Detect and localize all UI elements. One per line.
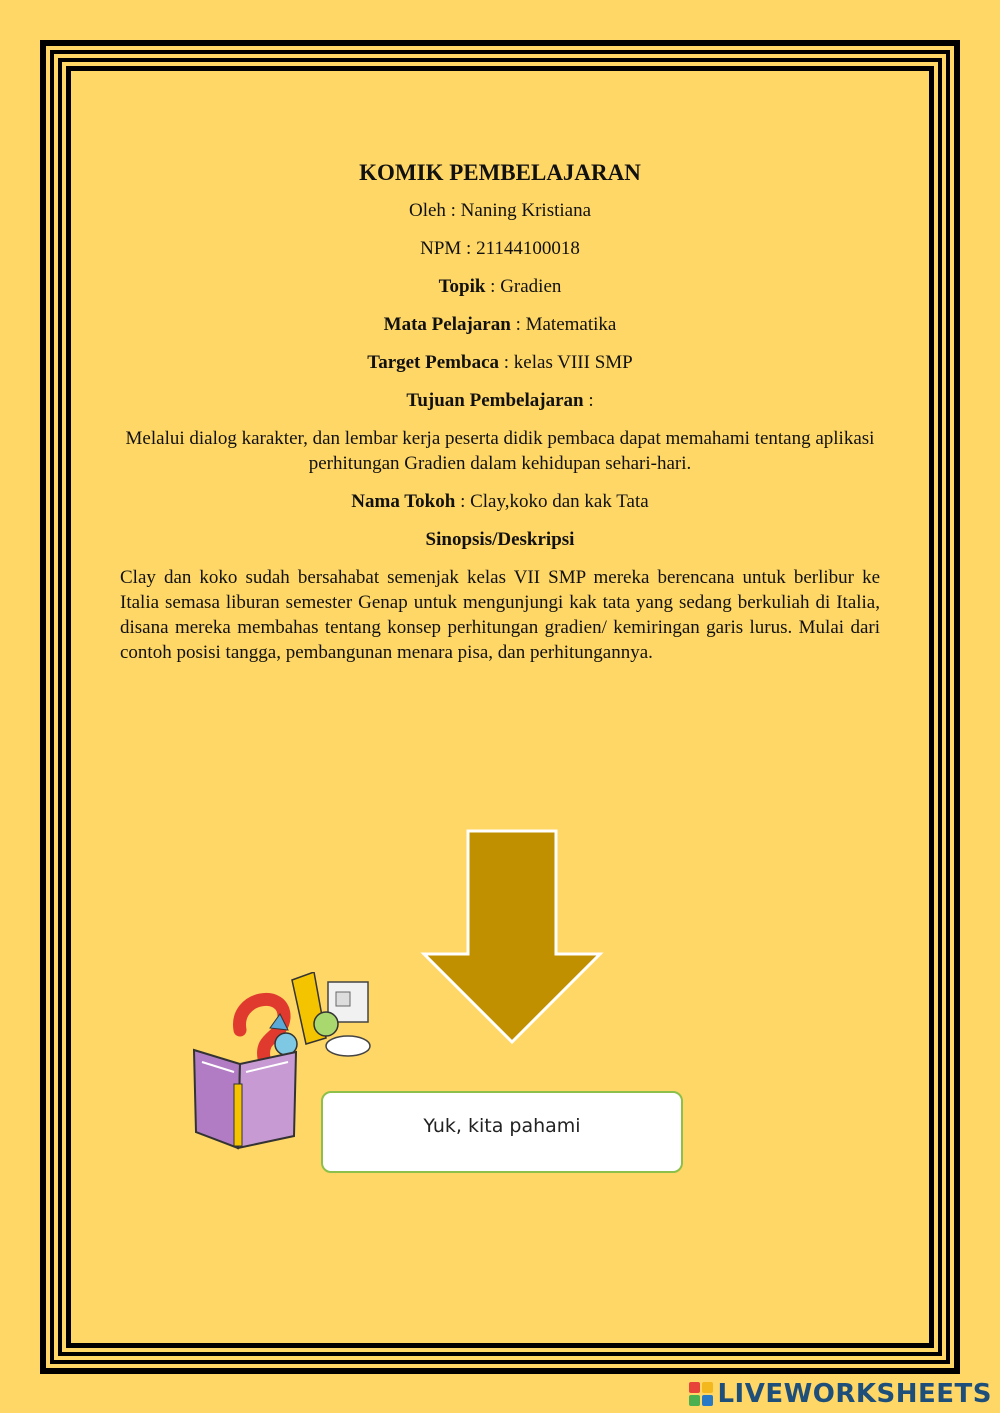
topik-label: Topik [438, 276, 486, 297]
npm-line: NPM : 21144100018 [420, 238, 580, 259]
document-body [120, 160, 880, 665]
speech-bubble [321, 1091, 683, 1173]
nama-tokoh-line [120, 489, 880, 514]
down-arrow-icon [420, 828, 604, 1046]
mata-pelajaran-value: : Matematika [510, 314, 617, 335]
speech-bubble-text: Yuk, kita pahami [423, 1115, 581, 1137]
topik-line [120, 274, 880, 299]
page-title: KOMIK PEMBELAJARAN [359, 160, 641, 185]
mata-pelajaran-label: Mata Pelajaran [383, 314, 511, 335]
sinopsis-text: Clay dan koko sudah bersahabat semenjak kelas VII SMP mereka berencana untuk berlibur ke Italia semasa liburan semester Genap untuk mengunjungi kak tata yang sedang berkuliah di Italia, disana mereka membahas tentang konsep perhitungan gradien/ kemiringan garis lurus. Mulai dari contoh posisi tangga, pembangunan menara pisa, dan perhitungannya. [120, 567, 880, 663]
author-line: Oleh : Naning Kristiana [408, 200, 592, 221]
target-pembaca-line [120, 350, 880, 375]
nama-tokoh-value: : Clay,koko dan kak Tata [455, 491, 649, 512]
tujuan-text: Melalui dialog karakter, dan lembar kerja peserta didik pembaca dapat memahami tentang aplikasi perhitungan Gradien dalam kehidupan sehari-hari. [125, 428, 875, 474]
brand-text: LIVEWORKSHEETS [717, 1379, 992, 1409]
nama-tokoh-label: Nama Tokoh [351, 491, 456, 512]
mata-pelajaran-line [120, 312, 880, 337]
tujuan-heading [120, 388, 880, 413]
tujuan-suffix: : [583, 390, 594, 411]
tujuan-label: Tujuan Pembelajaran [406, 390, 584, 411]
liveworksheets-logo-icon [689, 1382, 713, 1406]
sinopsis-heading: Sinopsis/Deskripsi [425, 529, 575, 550]
target-pembaca-label: Target Pembaca [367, 352, 500, 373]
target-pembaca-value: : kelas VIII SMP [499, 352, 633, 373]
topik-value: : Gradien [485, 276, 562, 297]
brand-watermark [689, 1378, 992, 1410]
